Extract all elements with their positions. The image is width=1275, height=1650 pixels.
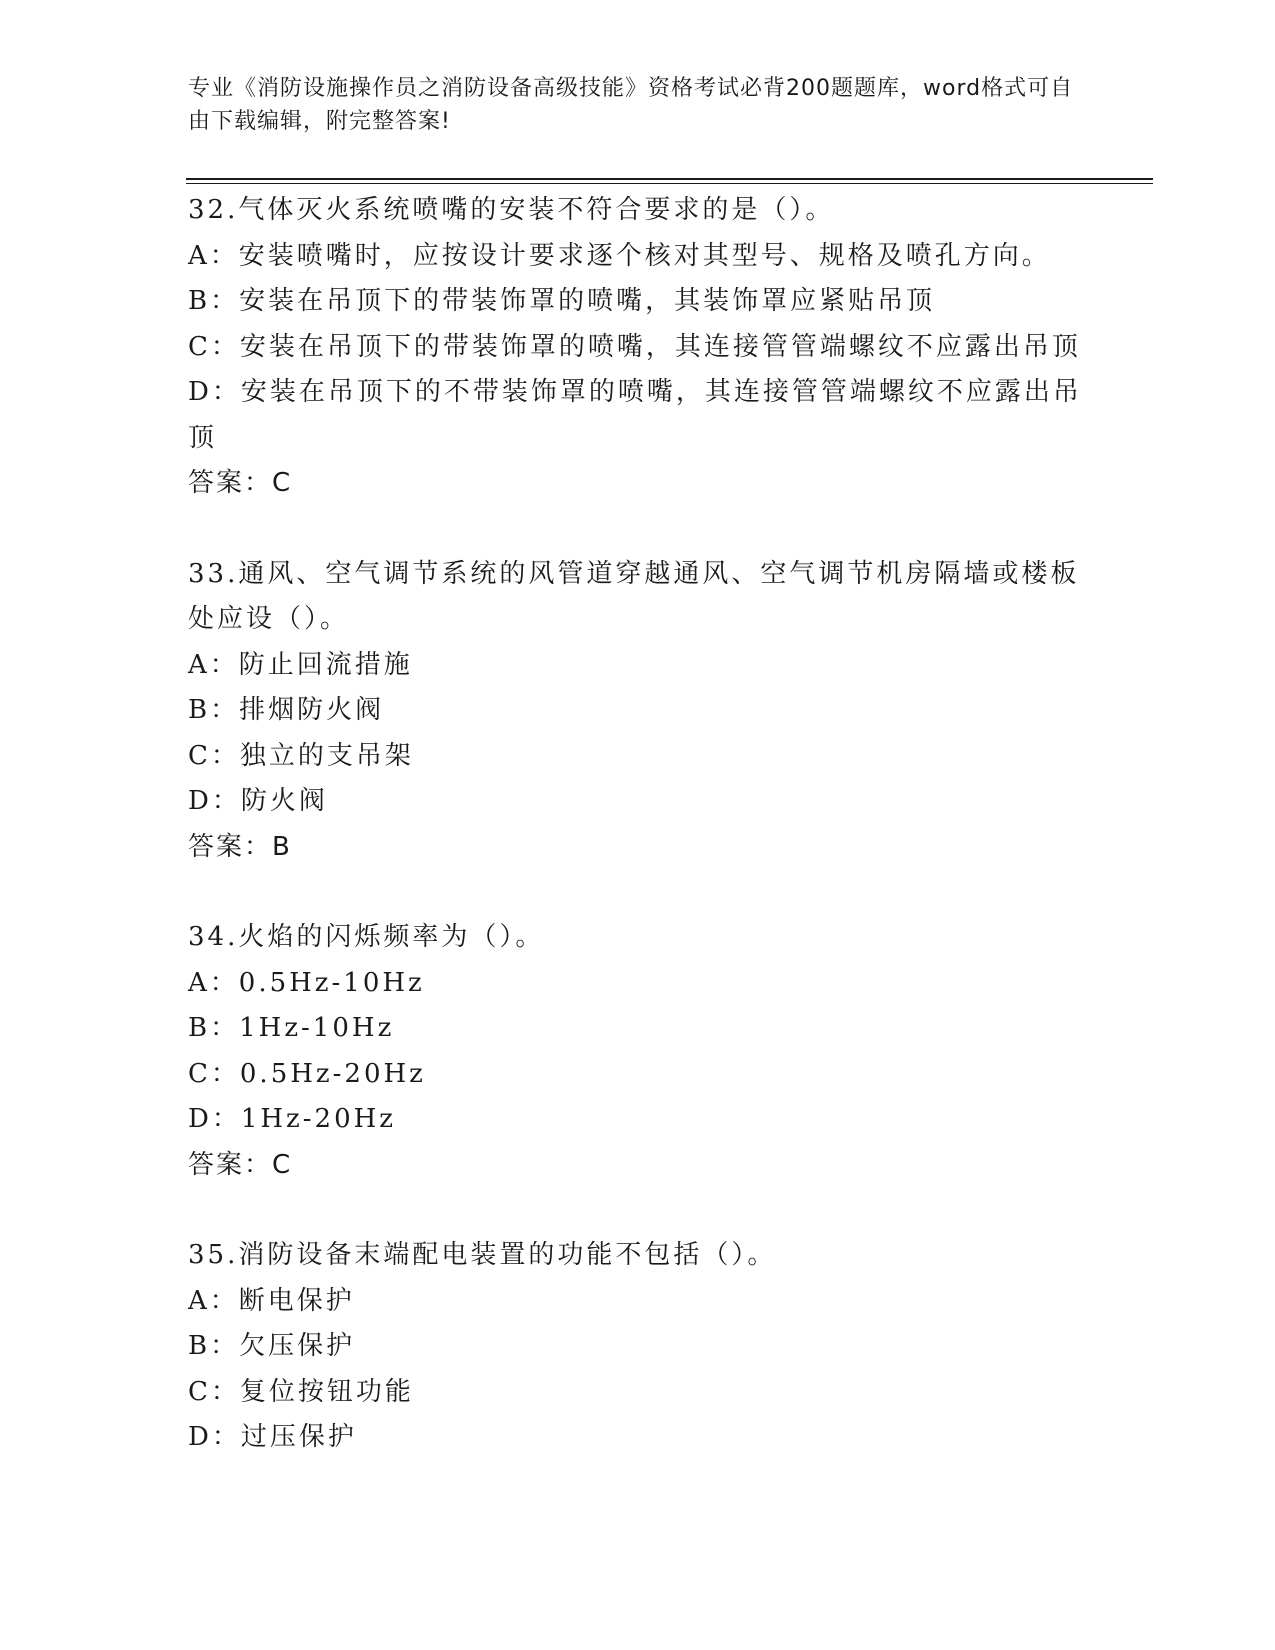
option-a: A：安装喷嘴时，应按设计要求逐个核对其型号、规格及喷孔方向。 (188, 240, 1051, 271)
option-b: B：1Hz-10Hz (188, 1013, 395, 1043)
option-a: A：断电保护 (188, 1285, 355, 1316)
question-stem: 32.气体灭火系统喷嘴的安装不符合要求的是（）。 (188, 195, 835, 225)
option-d: D：安装在吊顶下的不带装饰罩的喷嘴，其连接管管端螺纹不应露出吊顶 (188, 377, 1082, 453)
question-35 (188, 1233, 1088, 1461)
option-c: C：独立的支吊架 (188, 740, 414, 771)
option-b: B：欠压保护 (188, 1331, 356, 1361)
answer-line: 答案：C (188, 1149, 293, 1180)
question-33 (188, 552, 1088, 871)
question-stem: 33.通风、空气调节系统的风管道穿越通风、空气调节机房隔墙或楼板处应设（）。 (188, 558, 1080, 634)
option-c: C：0.5Hz-20Hz (188, 1058, 426, 1089)
option-d: D：过压保护 (188, 1422, 357, 1452)
header-divider-thin (186, 183, 1153, 184)
header-divider-thick (186, 178, 1153, 180)
option-d: D：防火阀 (188, 786, 328, 816)
option-c: C：安装在吊顶下的带装饰罩的喷嘴，其连接管管端螺纹不应露出吊顶 (188, 331, 1081, 362)
option-b: B：排烟防火阀 (188, 695, 385, 725)
option-a: A：0.5Hz-10Hz (188, 967, 425, 998)
option-c: C：复位按钮功能 (188, 1376, 414, 1407)
answer-line: 答案：C (188, 468, 293, 498)
document-header: 专业《消防设施操作员之消防设备高级技能》资格考试必背200题题库，word格式可自由下载编辑，附完整答案! (188, 76, 1074, 134)
question-stem: 35.消防设备末端配电装置的功能不包括（）。 (188, 1240, 777, 1270)
option-b: B：安装在吊顶下的带装饰罩的喷嘴，其装饰罩应紧贴吊顶 (188, 286, 936, 316)
option-a: A：防止回流措施 (188, 649, 413, 680)
answer-line: 答案：B (188, 831, 292, 862)
question-stem: 34.火焰的闪烁频率为（）。 (188, 922, 545, 952)
question-34 (188, 915, 1088, 1188)
option-d: D：1Hz-20Hz (188, 1104, 397, 1134)
question-list (188, 188, 1088, 1506)
question-32 (188, 188, 1088, 507)
